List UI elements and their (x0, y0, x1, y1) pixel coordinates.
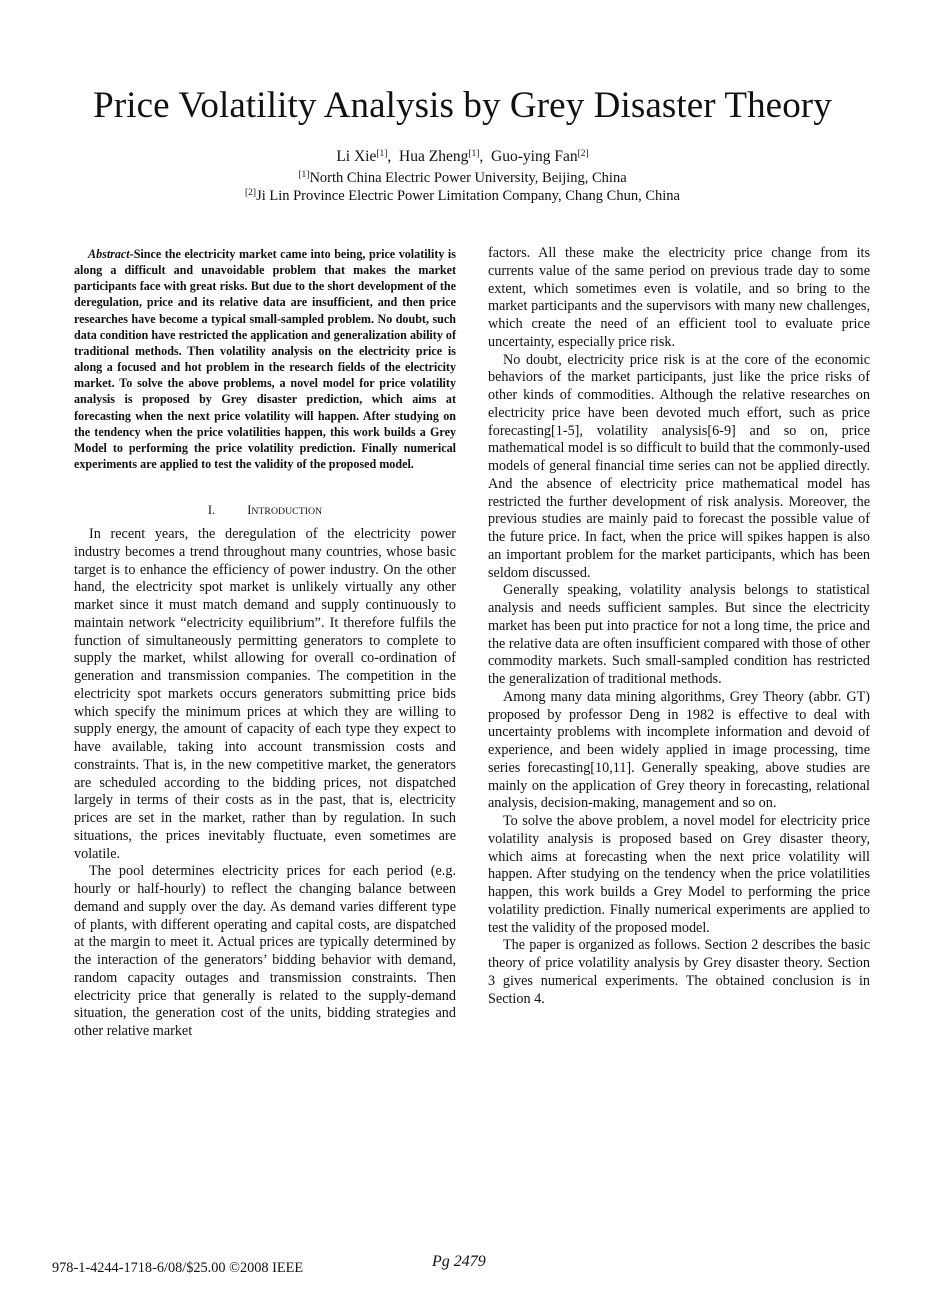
abstract-text: -Since the electricity market came into being, price volatility is along a difficult and unavoidable problem that makes the market participants face with great risks. But due to the short development of the deregulation, price and its relative data are insufficient, and then price researches have become a typical small-sampled problem. No doubt, such data condition have restricted the application and generalization ability of traditional methods. Then volatility analysis on the electricity price is along a focused and hot problem in the research fields of the electricity market. To solve the above problems, a novel model for price volatility analysis is proposed by Grey disaster prediction, which aims at forecasting when the next price volatility will happen. After studying on the tendency when the price volatilities happen, this work builds a Grey Model to performing the price volatility prediction. Finally numerical experiments are applied to test the validity of the proposed model. (74, 247, 456, 472)
page-number: Pg 2479 (432, 1253, 486, 1270)
author-name: Li Xie (336, 148, 377, 165)
author-name: Guo-ying Fan (491, 148, 578, 165)
paper-title: Price Volatility Analysis by Grey Disaster Theory (93, 85, 832, 126)
affiliation-ref: [1] (298, 170, 310, 180)
body-paragraph: To solve the above problem, a novel model for electricity price volatility analysis is proposed based on Grey disaster theory, which aims at forecasting when the next price volatility will happen. After studying on the tendency when the price volatilities happen, this work builds a Grey Model to performing the price volatility prediction. Finally numerical experiments are applied to test the validity of the proposed model. (488, 813, 870, 936)
body-paragraph: In recent years, the deregulation of the electricity power industry becomes a trend throughout many countries, whose basic target is to enhance the efficiency of power industry. On the other hand, the electricity spot market is unlikely virtually any other market since it must match demand and supply continuously to maintain network “electricity equilibrium”. It therefore fulfils the function of simultaneously permitting generators to complete to supply the market, whilst allowing for overall co-ordination of generation and transmission companies. The competition in the electricity spot markets occurs generators submitting price bids which specify the minimum prices at which they are willing to supply energy, the amount of capacity of each type they expect to have available, taking into account transmission costs and constraints. That is, in the new competitive market, the generators are scheduled according to the bidding prices, not dispatched largely in terms of their costs as in the past, that is, electricity prices are set in the market, rather than by regulation. In such situations, the prices inevitably fluctuate, even sometimes are volatile. (74, 526, 456, 862)
section-title-rest: NTRODUCTION (251, 506, 323, 518)
body-paragraph: Among many data mining algorithms, Grey Theory (abbr. GT) proposed by professor Deng in 1982 is effective to deal with uncertainty problems with incomplete information and devoid of experience, and been widely applied in image processing, time series forecasting[10,11]. Generally speaking, above studies are mainly on the application of Grey theory in forecasting, relational analysis, decision-making, management and so on. (488, 688, 870, 812)
section-heading-introduction (74, 502, 456, 520)
abstract (74, 246, 456, 472)
section-title-initial: I (247, 503, 252, 518)
right-column (488, 245, 870, 1008)
author-ref: [1] (468, 149, 480, 159)
section-number: I. (207, 503, 216, 518)
body-paragraph: No doubt, electricity price risk is at the core of the economic behaviors of the market participants, just like the price risks of other kinds of commodities. Although the relative researches on electricity price have been devoted much effort, such as price forecasting[1-5], volatility analysis[6-9] and so on, price mathematical model is so difficult to build that the commonly-used models of general financial time series can not be applied directly. And the absence of electricity price mathematical model has restricted the further development of risk analysis. Moreover, the previous studies are mainly paid to forecast the possible value of the future price. In fact, when the price will spikes happen is also an important problem for the market participants, which has been seldom discussed. (488, 351, 870, 581)
body-paragraph: The pool determines electricity prices for each period (e.g. hourly or half-hourly) to reflect the changing balance between demand and supply over the day. As demand varies different type of plants, with different operating and capital costs, are dispatched at the margin to meet it. Actual prices are typically determined by the interaction of the generators’ bidding behavior with demand, random capacity outages and transmission constraints. Then electricity price that generally is related to the supply-demand situation, the generation cost of the units, bidding strategies and other relative market (74, 863, 456, 1040)
copyright-notice: 978-1-4244-1718-6/08/$25.00 ©2008 IEEE (52, 1260, 304, 1276)
affiliation-1 (0, 170, 925, 187)
left-column (74, 246, 456, 1041)
abstract-label: Abstract (88, 247, 130, 261)
affiliation-text: Ji Lin Province Electric Power Limitation Company, Chang Chun, China (256, 188, 680, 204)
body-paragraph: The paper is organized as follows. Section 2 describes the basic theory of price volatility analysis by Grey disaster theory. Section 3 gives numerical experiments. The obtained conclusion is in Section 4. (488, 937, 870, 1007)
body-paragraph-continued: factors. All these make the electricity price change from its currents value of the same period on previous trade day to some extent, which sometimes even is volatile, and so bring to the market participants and the supervisors with many new challenges, which create the need of an efficient tool to evaluate price uncertainty, especially price risk. (488, 245, 870, 350)
affiliation-ref: [2] (244, 188, 257, 198)
author-ref: [2] (577, 149, 589, 159)
author-line: Li Xie[1], Hua Zheng[1], Guo-ying Fan[2] (336, 148, 589, 165)
affiliation-2 (0, 188, 925, 205)
author-name: Hua Zheng (399, 148, 469, 165)
affiliation-text: North China Electric Power University, Beijing, China (309, 170, 627, 186)
body-paragraph: Generally speaking, volatility analysis belongs to statistical analysis and needs sufficient samples. But since the electricity market has been put into practice for not a long time, the price and the relative data are often insufficient compared with those of other commodity markets. Such small-sampled condition has restricted the generalization of traditional methods. (488, 582, 870, 687)
author-ref: [1] (376, 149, 388, 159)
